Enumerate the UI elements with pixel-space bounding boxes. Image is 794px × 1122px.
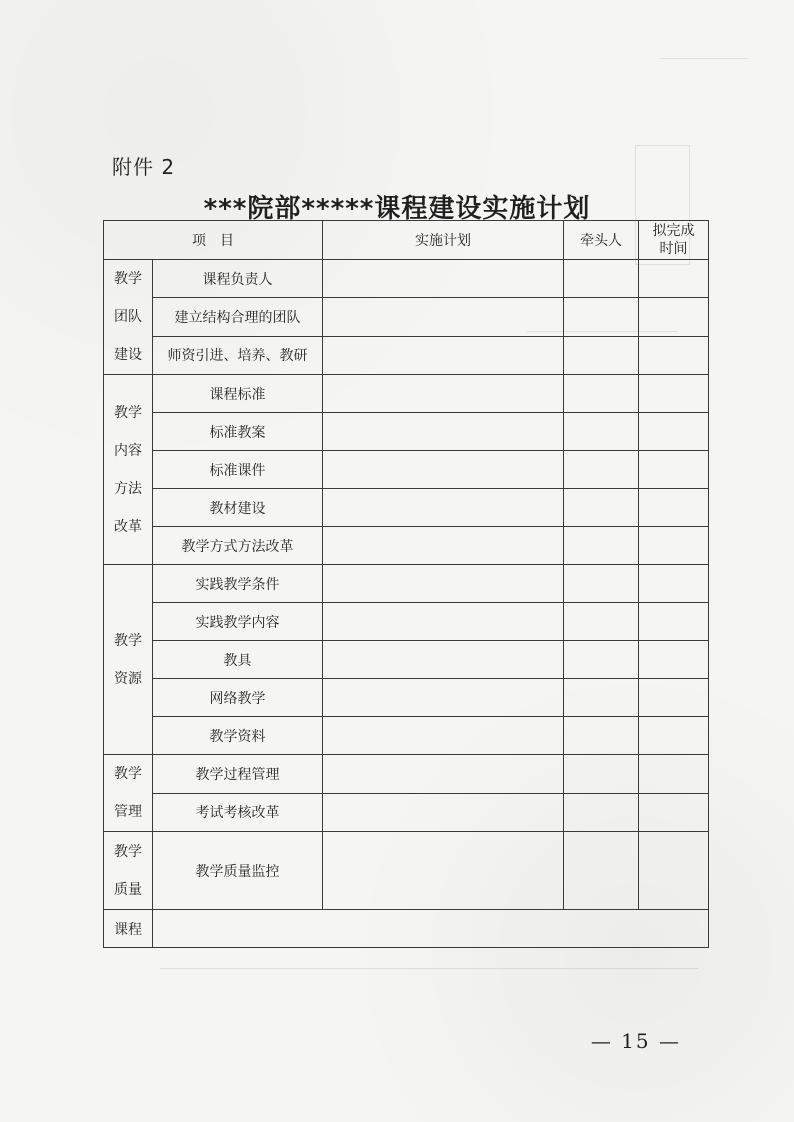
table-row bbox=[104, 717, 709, 755]
teaching-aids-item: 教具 bbox=[153, 641, 323, 679]
implementation-plan-cell bbox=[323, 832, 564, 910]
lead-person-cell bbox=[564, 717, 639, 755]
group-label-line: 管理 bbox=[114, 804, 142, 820]
teaching-content-method-reform-group bbox=[104, 375, 153, 565]
table-row bbox=[104, 260, 709, 298]
teaching-management-group bbox=[104, 755, 153, 832]
group-label-line: 教学 bbox=[114, 404, 142, 421]
exam-reform-item: 考试考核改革 bbox=[153, 793, 323, 832]
quality-monitoring-item: 教学质量监控 bbox=[153, 832, 323, 910]
table-row bbox=[104, 489, 709, 527]
completion-time-cell bbox=[639, 755, 709, 794]
lead-person-cell bbox=[564, 793, 639, 832]
course-group: 课程 bbox=[104, 910, 153, 948]
completion-time-cell bbox=[639, 451, 709, 489]
group-label-line: 教学 bbox=[114, 766, 142, 782]
implementation-plan-cell bbox=[323, 679, 564, 717]
group-label-line: 建设 bbox=[114, 347, 142, 363]
process-management-item: 教学过程管理 bbox=[153, 755, 323, 794]
online-teaching-item: 网络教学 bbox=[153, 679, 323, 717]
group-label-line: 内容 bbox=[114, 442, 142, 459]
planned-completion-time-header bbox=[639, 221, 709, 260]
project-header: 项 目 bbox=[104, 221, 323, 260]
implementation-plan-cell bbox=[323, 641, 564, 679]
table-row bbox=[104, 603, 709, 641]
table-row bbox=[104, 375, 709, 413]
group-label-line: 团队 bbox=[114, 309, 142, 325]
lead-person-cell bbox=[564, 832, 639, 910]
lead-person-cell bbox=[564, 375, 639, 413]
table-row bbox=[104, 641, 709, 679]
implementation-plan-cell bbox=[323, 298, 564, 336]
implementation-plan-cell bbox=[323, 336, 564, 374]
table-row bbox=[104, 793, 709, 832]
page-number: — 15 — bbox=[590, 1029, 681, 1053]
completion-time-cell bbox=[639, 793, 709, 832]
teaching-method-reform-item: 教学方式方法改革 bbox=[153, 527, 323, 565]
standard-courseware-item: 标准课件 bbox=[153, 451, 323, 489]
lead-person-cell bbox=[564, 679, 639, 717]
faint-bleedthrough-lower-line bbox=[160, 968, 698, 969]
completion-time-cell bbox=[639, 336, 709, 374]
completion-time-cell bbox=[639, 641, 709, 679]
table-row bbox=[104, 298, 709, 336]
planned-completion-time-header-line1: 拟完成 bbox=[652, 222, 695, 239]
group-label-line: 教学 bbox=[114, 632, 142, 649]
lead-person-cell bbox=[564, 336, 639, 374]
lead-person-cell bbox=[564, 260, 639, 298]
completion-time-cell bbox=[639, 413, 709, 451]
completion-time-cell bbox=[639, 375, 709, 413]
attachment-label: 附件 2 bbox=[112, 155, 176, 179]
group-label-line: 教学 bbox=[114, 843, 142, 860]
completion-time-cell bbox=[639, 603, 709, 641]
group-label-line: 质量 bbox=[114, 881, 142, 898]
completion-time-cell bbox=[639, 565, 709, 603]
implementation-plan-cell bbox=[323, 489, 564, 527]
table-row bbox=[104, 336, 709, 374]
implementation-plan-cell bbox=[323, 755, 564, 794]
table-row bbox=[104, 451, 709, 489]
standard-lesson-plan-item: 标准教案 bbox=[153, 413, 323, 451]
planned-completion-time-header-line2: 时间 bbox=[659, 241, 688, 257]
completion-time-cell bbox=[639, 489, 709, 527]
completion-time-cell bbox=[639, 260, 709, 298]
teaching-materials-item: 教学资料 bbox=[153, 717, 323, 755]
lead-person-cell bbox=[564, 298, 639, 336]
lead-person-header: 牵头人 bbox=[564, 221, 639, 260]
reasonable-team-item: 建立结构合理的团队 bbox=[153, 298, 323, 336]
group-label-line: 改革 bbox=[114, 518, 142, 535]
table-row bbox=[104, 527, 709, 565]
lead-person-cell bbox=[564, 413, 639, 451]
table-row bbox=[104, 413, 709, 451]
teaching-resources-group bbox=[104, 565, 153, 755]
implementation-plan-cell bbox=[323, 565, 564, 603]
table-row bbox=[104, 832, 709, 910]
implementation-plan-cell bbox=[323, 451, 564, 489]
course-construction-plan-table bbox=[103, 220, 709, 948]
faint-bleedthrough-top bbox=[660, 58, 748, 59]
completion-time-cell bbox=[639, 832, 709, 910]
table-row bbox=[104, 910, 709, 948]
completion-time-cell bbox=[639, 679, 709, 717]
implementation-plan-cell bbox=[323, 527, 564, 565]
implementation-plan-cell bbox=[323, 717, 564, 755]
textbook-construction-item: 教材建设 bbox=[153, 489, 323, 527]
lead-person-cell bbox=[564, 641, 639, 679]
completion-time-cell bbox=[639, 527, 709, 565]
lead-person-cell bbox=[564, 603, 639, 641]
completion-time-cell bbox=[639, 717, 709, 755]
course-row-content-cell bbox=[153, 910, 709, 948]
table-row bbox=[104, 565, 709, 603]
completion-time-cell bbox=[639, 298, 709, 336]
course-standard-item: 课程标准 bbox=[153, 375, 323, 413]
implementation-plan-cell bbox=[323, 603, 564, 641]
lead-person-cell bbox=[564, 565, 639, 603]
document-title: ***院部*****课程建设实施计划 bbox=[203, 194, 591, 224]
practice-content-item: 实践教学内容 bbox=[153, 603, 323, 641]
teaching-team-group bbox=[104, 260, 153, 375]
group-label-line: 方法 bbox=[114, 480, 142, 497]
lead-person-cell bbox=[564, 755, 639, 794]
table-header-row bbox=[104, 221, 709, 260]
course-leader-item: 课程负责人 bbox=[153, 260, 323, 298]
practice-conditions-item: 实践教学条件 bbox=[153, 565, 323, 603]
table-row bbox=[104, 679, 709, 717]
implementation-plan-cell bbox=[323, 413, 564, 451]
table-row bbox=[104, 755, 709, 794]
lead-person-cell bbox=[564, 489, 639, 527]
implementation-plan-cell bbox=[323, 375, 564, 413]
implementation-plan-header: 实施计划 bbox=[323, 221, 564, 260]
implementation-plan-cell bbox=[323, 793, 564, 832]
implementation-plan-cell bbox=[323, 260, 564, 298]
teaching-quality-group bbox=[104, 832, 153, 910]
group-label-line: 资源 bbox=[114, 670, 142, 687]
group-label-line: 教学 bbox=[114, 271, 142, 287]
lead-person-cell bbox=[564, 451, 639, 489]
lead-person-cell bbox=[564, 527, 639, 565]
faculty-development-item: 师资引进、培养、教研 bbox=[153, 336, 323, 374]
